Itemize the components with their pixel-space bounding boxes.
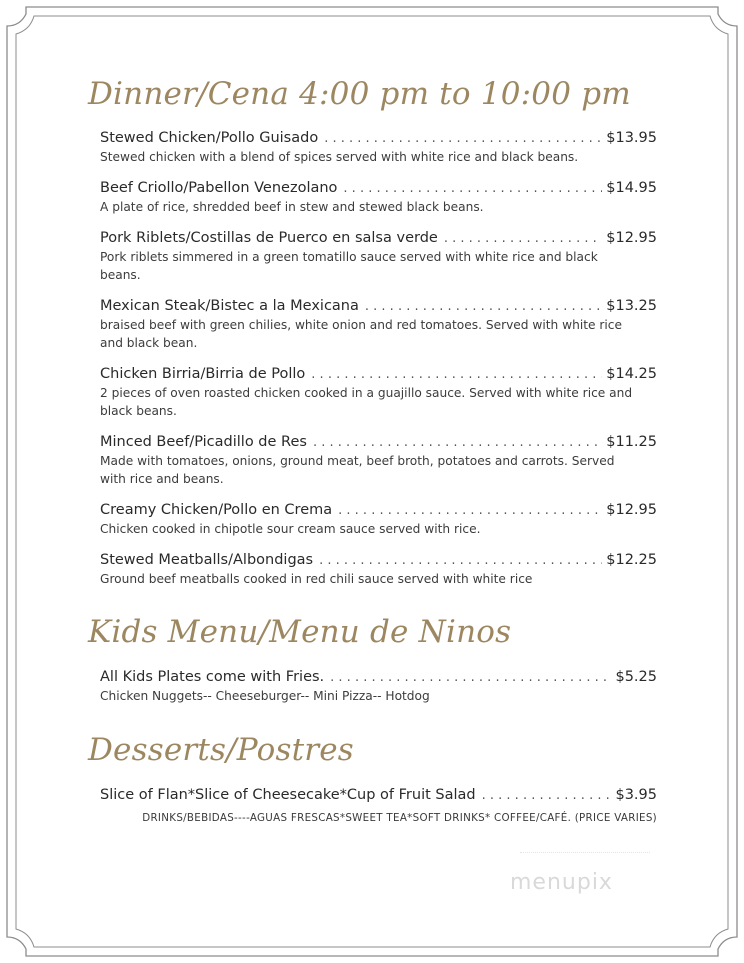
item-description: Chicken cooked in chipotle sour cream sauce served with rice.	[100, 522, 481, 536]
item-price: $5.25	[615, 669, 657, 685]
item-price: $12.95	[606, 502, 657, 518]
leader-dots	[482, 788, 612, 803]
item-price: $14.95	[606, 180, 657, 196]
menu-item	[100, 434, 657, 488]
menu-item	[100, 180, 657, 216]
item-description: 2 pieces of oven roasted chicken cooked in a guajillo sauce. Served with white rice and black beans.	[100, 386, 633, 418]
menu-item	[100, 230, 657, 284]
dinner-section-title: Dinner/Cena 4:00 pm to 10:00 pm	[88, 76, 631, 112]
item-description: Stewed chicken with a blend of spices served with white rice and black beans.	[100, 150, 579, 164]
item-description: Chicken Nuggets-- Cheeseburger-- Mini Pizza-- Hotdog	[100, 689, 430, 703]
menu-item	[100, 669, 657, 705]
drinks-note: DRINKS/BEBIDAS----AGUAS FRESCAS*SWEET TEA*SOFT DRINKS* COFFEE/CAFÉ. (PRICE VARIES)	[142, 812, 657, 824]
item-description: braised beef with green chilies, white onion and red tomatoes. Served with white rice and black bean.	[100, 318, 622, 350]
item-description: Pork riblets simmered in a green tomatillo sauce served with white rice and black beans.	[100, 250, 598, 282]
leader-dots	[313, 435, 602, 450]
menu-item	[100, 130, 657, 166]
item-description: Ground beef meatballs cooked in red chili sauce served with white rice	[100, 572, 533, 586]
item-price: $11.25	[606, 434, 657, 450]
item-price: $14.25	[606, 366, 657, 382]
item-name: Minced Beef/Picadillo de Res	[100, 434, 307, 450]
watermark-divider	[520, 852, 650, 853]
leader-dots	[338, 503, 602, 518]
item-name: Chicken Birria/Birria de Pollo	[100, 366, 306, 382]
item-price: $12.95	[606, 230, 657, 246]
menu-item	[100, 787, 657, 803]
item-name: All Kids Plates come with Fries.	[100, 669, 325, 685]
item-name: Creamy Chicken/Pollo en Crema	[100, 502, 333, 518]
menu-item	[100, 552, 657, 588]
watermark-logo: menupix	[510, 870, 613, 895]
item-price: $13.95	[606, 130, 657, 146]
leader-dots	[343, 181, 602, 196]
item-price: $13.25	[606, 298, 657, 314]
leader-dots	[324, 131, 602, 146]
menu-item	[100, 502, 657, 538]
leader-dots	[311, 367, 602, 382]
desserts-section-title: Desserts/Postres	[88, 732, 354, 768]
item-name: Beef Criollo/Pabellon Venezolano	[100, 180, 338, 196]
item-name: Pork Riblets/Costillas de Puerco en salsa verde	[100, 230, 438, 246]
leader-dots	[444, 231, 602, 246]
item-name: Stewed Meatballs/Albondigas	[100, 552, 314, 568]
item-name: Stewed Chicken/Pollo Guisado	[100, 130, 319, 146]
leader-dots	[365, 299, 602, 314]
menu-item	[100, 366, 657, 420]
item-price: $3.95	[615, 787, 657, 803]
leader-dots	[319, 553, 602, 568]
item-description: Made with tomatoes, onions, ground meat, beef broth, potatoes and carrots. Served with rice and beans.	[100, 454, 615, 486]
leader-dots	[330, 670, 611, 685]
item-description: A plate of rice, shredded beef in stew and stewed black beans.	[100, 200, 484, 214]
item-price: $12.25	[606, 552, 657, 568]
kids-section-title: Kids Menu/Menu de Ninos	[88, 614, 512, 650]
menu-item	[100, 298, 657, 352]
item-name: Slice of Flan*Slice of Cheesecake*Cup of Fruit Salad	[100, 787, 476, 803]
item-name: Mexican Steak/Bistec a la Mexicana	[100, 298, 359, 314]
